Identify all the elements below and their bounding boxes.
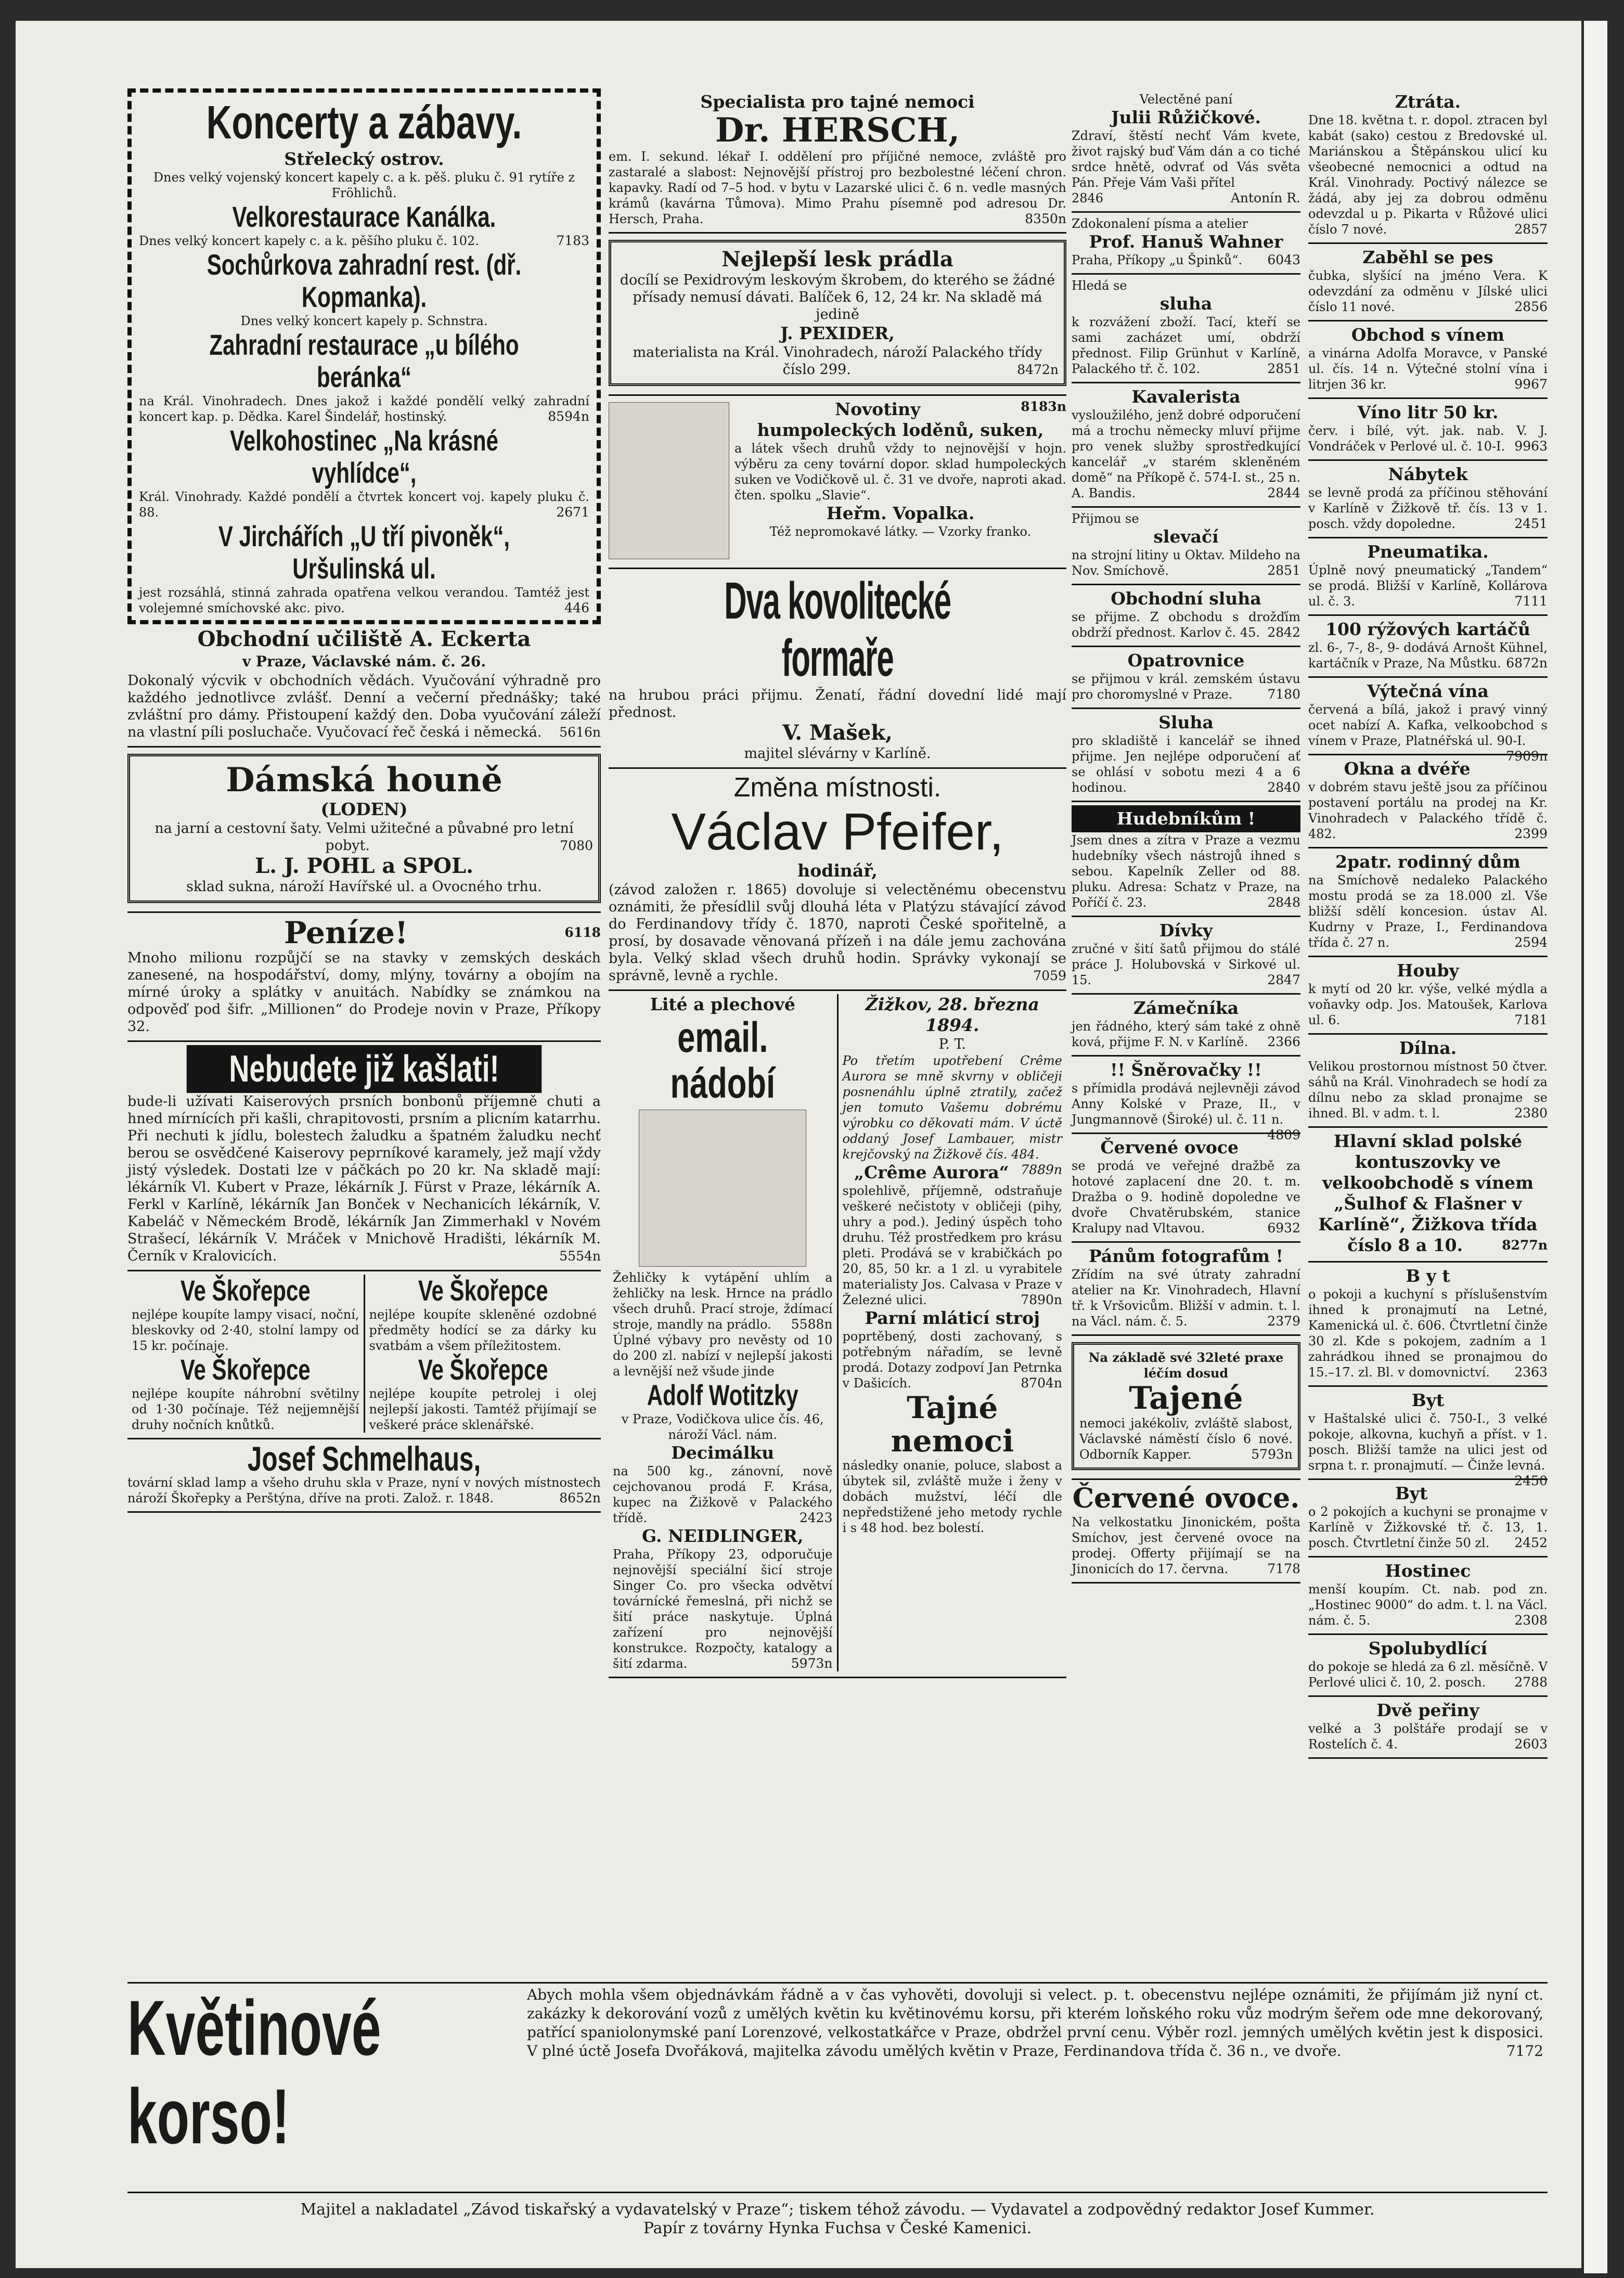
slevaci-head: Přijmou se xyxy=(1072,511,1139,526)
hostinec-title: Hostinec xyxy=(1385,1561,1471,1581)
lambauer-col xyxy=(839,994,1067,1671)
vino-ad xyxy=(1308,399,1548,461)
hostinec-num: 2308 xyxy=(1514,1613,1548,1628)
ovoce1-ad xyxy=(1072,1134,1300,1243)
lesk-num: 8472n xyxy=(1017,362,1059,377)
dum-text: na Smíchově nedaleko Palackého mostu prodá se za 18.000 zl. Vše bližší sdělí koncesion. ústav Al. Kudrny v Praze, I., Ferdinandova třída č. 27 n. xyxy=(1308,873,1548,950)
fotografum-num: 2379 xyxy=(1267,1314,1300,1329)
sluha2-num: 2840 xyxy=(1267,780,1300,795)
pfeifer-ad xyxy=(609,769,1066,991)
pfeifer-title: Václav Pfeifer, xyxy=(671,803,1004,861)
dilna-text: Velikou prostornou místnost 50 čtver. sáhů na Král. Vinohradech se hodí za dílnu nebo za sklad pronajme se ihned. Bl. v adm. t. l. xyxy=(1308,1059,1548,1121)
pneumatika-text: Úplně nový pneumatický „Tandem“ se prodá. Bližší v Karlíně, Kollárova ul. č. 3. xyxy=(1308,563,1548,609)
houne-ad xyxy=(127,748,601,913)
penize-text: Mnoho milionu rozpůjčí se na stavky v zemských deskách zanesené, na hospodářství, domy, mlýny, továrny a obojím na mírné úroky a splátky v anuitách. Nabídky se známkou na odpověď pod šifr. „Millionen“ do Prodeje novin v Praze, Příkopy 32. xyxy=(127,950,601,1035)
kaslati-num: 5554n xyxy=(559,1249,601,1264)
byt1-ad xyxy=(1308,1263,1548,1387)
decimalku-text: na 500 kg., zánovní, nově cejchovanou prodá F. Krása, kupec na Žižkově v Palackého třídě. xyxy=(613,1464,833,1525)
ztrata-ad xyxy=(1308,88,1548,244)
sukna-title: Novotiny xyxy=(834,399,921,419)
dilna-title: Dílna. xyxy=(1399,1038,1457,1058)
lesk-addr: materialista na Král. Vinohradech, nároží Palackého třídy číslo 299. xyxy=(633,344,1042,378)
neidlinger-title: G. NEIDLINGER, xyxy=(642,1526,804,1546)
sluha2-title: Sluha xyxy=(1158,712,1214,732)
juli-num: 2846 xyxy=(1072,191,1104,205)
skorepce-text-2: nejlépe koupíte skleněné ozdobné předměty hodící se za dárky ku svatbám a všem příležitostem. xyxy=(369,1307,597,1353)
byt3-num: 2452 xyxy=(1514,1535,1548,1550)
neidlinger-num: 5973n xyxy=(791,1656,833,1671)
column-2 xyxy=(609,88,1066,1678)
vino-num: 9963 xyxy=(1514,439,1548,454)
pneumatika-title: Pneumatika. xyxy=(1367,542,1489,562)
beranek-title: Zahradní restaurace „u bílého beránka“ xyxy=(209,328,519,393)
slevaci-ad xyxy=(1072,508,1300,585)
houby-ad xyxy=(1308,957,1548,1035)
sluha1-title: sluha xyxy=(1159,293,1213,314)
hostinec-text: menší koupím. Ct. nab. pod zn. „Hostinec 9000“ do adm. t. l. na Václ. nám. č. 5. xyxy=(1308,1582,1548,1628)
kavalerista-text: vysloužilého, jenž dobré odporučení má a trochu německy mluví přijme pro venek služby sprostředkující kancelář „v starém skleněném domě“ na Příkopě č. 574-I. st., 25 n. A. Bandis. xyxy=(1072,408,1300,500)
email-addr: v Praze, Vodičkova ulice čís. 46, nároží Václ. nám. xyxy=(621,1412,824,1442)
houne-firm: L. J. POHL a SPOL. xyxy=(254,854,474,878)
vino-title: Víno litr 50 kr. xyxy=(1357,402,1499,422)
pivonky-text: jest rozsáhlá, stinná zahrada opatřena velkou verandou. Tamtéž jest volejemné smíchovské akc. pivo. xyxy=(139,585,589,615)
penize-title: Peníze! xyxy=(283,915,408,950)
dilna-ad xyxy=(1308,1035,1548,1128)
vinem-text: a vinárna Adolfa Moravce, v Panské ul. čís. 14 n. Výtečné stolní vína i litrjen 36 kr. xyxy=(1308,346,1548,392)
obch-sluha-num: 2842 xyxy=(1267,625,1300,640)
sukna-text: a látek všech druhů vždy to nejnovější v hojn. výběru za ceny tovární dopor. sklad humpoleckých suken ve Vodičkově ul. č. 31 ve dvoře, naproti akad. čten. spolku „Slavie“. xyxy=(734,441,1066,503)
houby-num: 7181 xyxy=(1514,1012,1548,1027)
aurora-text: spolehlivě, příjemně, odstraňuje veškeré nečistoty v obličeji (pihy, uhry a pod.). Jediný úspěch toho druhu. Též prostředkem pro krásu pleti. Prodává se v krabičkách po 20, 85, 50 kr. a 1 zl. u vyrabitele materialisty Jos. Calvasa v Praze v Železné ulici. xyxy=(842,1183,1062,1307)
mlatici-text: poprtěbený, dosti zachovaný, s potřebným nářadím, se levně prodá. Dotazy zodpoví Jan Petrnka v Dašicích. xyxy=(842,1329,1062,1391)
decimalku-num: 2423 xyxy=(799,1510,833,1525)
mlatici-title: Parní mláticí stroj xyxy=(865,1308,1040,1328)
kaslati-text: bude-li užívati Kaiserových prsních bonbonů příjemně chuti a hned mírnících při kašli, chrapitovosti, prsním a plicním katarrhu. Při nechuti k jídlu, bolestech žaludku a špatném žaludku nechť berou se osvědčené Kaiserovy peprníkové karamely, jež mají vždy jistý výsledek. Dostati lze v páčkách po 20 kr. Na skladě mají: lékárník Vl. Kubert v Praze, lékárník J. Fürst v Praze, lékárník A. Ferkl v Karlíně, lékárník Jan Bonček v Nechanicích lékárník, V. Kabeláč v Německém Brodě, lékárník Jan Zimmerhakl v Novém Strašecí, lékárník V. Mráček v Mnichově Hradišti, lékárník M. Černík v Kralovicích. xyxy=(127,1093,601,1264)
skorepce-title-3: Ve Škořepce xyxy=(180,1353,311,1386)
nabytek-title: Nábytek xyxy=(1388,464,1468,484)
aurora-title: „Crême Aurora“ xyxy=(854,1162,1009,1182)
lambauer-head: Žižkov, 28. března 1894. xyxy=(865,994,1039,1035)
kartacu-title: 100 rýžových kartáčů xyxy=(1325,619,1530,639)
strelecky-title: Střelecký ostrov. xyxy=(284,149,444,169)
zamecnika-text: jen řádného, který sám také z ohně ková, přijme F. N. v Karlíně. xyxy=(1072,1019,1300,1049)
vytecna-text: červená a bílá, jakož i pravý vinný ocet nabízí A. Kafka, velkoobchod s vínem v Praze, Platnéřská ul. 90-I. xyxy=(1308,702,1548,748)
juli-head: Velectěné paní xyxy=(1139,92,1233,107)
kavalerista-ad xyxy=(1072,383,1300,508)
divky-text: zručné v šití šatů přijmou do stálé práce J. Holubovská v Sirkové ul. 15. xyxy=(1072,942,1300,987)
kaslati-ad xyxy=(127,1042,601,1271)
kopmanka-text: Dnes velký koncert kapely p. Schnstra. xyxy=(240,314,488,328)
formare-text: na hrubou práci přijmu. Ženatí, řádní dovední lidé mají přednost. xyxy=(609,687,1066,720)
byt1-num: 2363 xyxy=(1514,1365,1548,1380)
kartacu-text: zl. 6-, 7-, 8-, 9- dodává Arnošt Kühnel, kartáčník v Praze, Na Můstku. xyxy=(1308,640,1548,671)
email-num: 5588n xyxy=(791,1317,833,1332)
sluha2-ad xyxy=(1072,709,1300,802)
houne-text: na jarní a cestovní šaty. Velmi užitečné a půvabné pro letní pobyt. xyxy=(154,820,574,854)
perniny-text: velké a 3 polštáře prodají se v Rostelích č. 4. xyxy=(1308,1721,1548,1752)
page-edge xyxy=(1584,21,1607,2273)
kopmanka-title: Sochůrkova zahradní rest. (dř. Kopmanka). xyxy=(207,248,522,313)
strelecky-text: Dnes velký vojenský koncert kapely c. a k. pěš. pluku č. 91 rytíře z Fröhlichů. xyxy=(153,170,575,200)
kontuz-title: Hlavní sklad polské kontuszovky ve velkoobchodě s vínem „Šulhof & Flašner v Karlíně“, Žižkova třída číslo 8 a 10. xyxy=(1318,1131,1538,1255)
okna-num: 2399 xyxy=(1514,826,1548,841)
divky-ad xyxy=(1072,917,1300,995)
eckert-sub: v Praze, Václavské nám. č. 26. xyxy=(242,653,486,670)
lesk-ad xyxy=(609,234,1066,396)
kartacu-ad xyxy=(1308,616,1548,678)
vinem-num: 9967 xyxy=(1514,377,1548,392)
email-text: Žehličky k vytápění uhlím a žehličky na lesk. Hrnce na prádlo všech druhů. Prací stroje, ždímací stroje, mandly na prádlo. xyxy=(613,1270,833,1332)
hersch-text: em. I. sekund. lékař I. oddělení pro příjičné nemoce, zvláště pro zastaralé a slabost: Nejnovější přístroj pro bezbolestné léčení chron. kapavky. Radí od 7–5 hod. v bytu v Lazarské ulici č. 6 n. vedle masných krámů (kavárna Tůmova). Mimo Prahu písemně pod adresou Dr. Hersch, Praha. xyxy=(609,149,1066,226)
juli-sign: Antonín R. xyxy=(1230,190,1300,205)
snerovacky-num: 4809 xyxy=(1267,1127,1300,1142)
schmelhaus-title: Josef Schmelhaus, xyxy=(247,1439,481,1478)
byt1-title: B y t xyxy=(1406,1266,1450,1286)
houne-sub: (LODEN) xyxy=(320,799,408,819)
figure-illustration xyxy=(609,402,729,559)
zamecnika-ad xyxy=(1072,995,1300,1057)
hudebniku-num: 2848 xyxy=(1267,895,1300,910)
beranek-text: na Král. Vinohradech. Dnes jakož i každé pondělí velký zahradní koncert kap. p. Dědka. Karel Šindelář, hostinský. xyxy=(139,394,589,424)
byt2-text: v Haštalské ulici č. 750-I., 3 velké pokoje, alkovna, kuchyň a příst. v 1. posch. Bližší tamže na ulici jest od srpna t. r. pronajmutí. — Činže levná. xyxy=(1308,1411,1548,1473)
okna-title: Okna a dvéře xyxy=(1344,758,1471,779)
fotografum-text: Zřídím na své útraty zahradní atelier na Kr. Vinohradech, Hlavní tř. k Vršovicům. Bližší v admin. t. l. na Václ. nám. č. 5. xyxy=(1072,1267,1300,1329)
kaslati-title: Nebudete již kašlati! xyxy=(187,1045,542,1093)
ovoce2-text: Na velkostatku Jinonickém, pošta Smíchov, jest červené ovoce na prodej. Offerty přijímají se na Jinonicích do 17. června. xyxy=(1072,1515,1300,1576)
lambauer-pt: P. T. xyxy=(938,1036,966,1052)
spolubydlici-title: Spolubydlící xyxy=(1368,1638,1488,1658)
kavalerista-title: Kavalerista xyxy=(1131,387,1241,407)
vytecna-num: 7909n xyxy=(1506,749,1548,764)
lesk-firm: J. PEXIDER, xyxy=(780,323,895,343)
email-ad xyxy=(609,994,839,1671)
neidlinger-text: Praha, Příkopy 23, odporučuje nejnovější speciální šicí stroje Singer Co. pro všecka odvětví továrnícké řemeslná, při nichž se šití práce naskytuje. Úplná zařízení pro nejnovější konstrukce. Rozpočty, katalogy a šití zdarma. xyxy=(613,1547,833,1671)
mlatici-num: 8704n xyxy=(1021,1375,1062,1391)
houne-title: Dámská houně xyxy=(226,761,502,800)
perniny-title: Dvě peřiny xyxy=(1376,1700,1479,1720)
column-3 xyxy=(1072,88,1300,1584)
byt2-num: 2450 xyxy=(1514,1473,1548,1488)
sluha1-text: k rozvážení zboží. Tací, kteří se sami zacházet umí, obdrží přednost. Filip Grünhut v Karlíně, Palackého tř. č. 102. xyxy=(1072,315,1300,376)
tajne-text: následky onanie, poluce, slabost a úbytek sil, zvláště muže i ženy v dobách mužství, léčí dle nepředstižené jeho metody rychle i s 48 hod. bez bolestí. xyxy=(842,1458,1062,1535)
lambauer-num: 7889n xyxy=(1021,1162,1062,1177)
byt3-ad xyxy=(1308,1480,1548,1558)
dilna-num: 2380 xyxy=(1514,1105,1548,1121)
kartacu-num: 6872n xyxy=(1506,655,1548,671)
hersch-title1: Specialista pro tajné nemoci xyxy=(700,92,975,112)
slevaci-num: 2851 xyxy=(1267,563,1300,578)
column-1 xyxy=(127,88,601,1513)
ovoce1-num: 6932 xyxy=(1267,1220,1300,1235)
email-title: email. nádobí xyxy=(670,1014,776,1107)
pfeifer-num: 7059 xyxy=(1033,968,1066,983)
formare-title: Dva kovolitecké formaře xyxy=(724,572,951,687)
email-head: Lité a plechové xyxy=(650,994,795,1014)
korso-num: 7172 xyxy=(1506,2042,1543,2060)
divky-title: Dívky xyxy=(1159,920,1213,941)
hersch-num: 8350n xyxy=(1025,211,1066,226)
kanalka-title: Velkorestaurace Kanálka. xyxy=(232,200,496,233)
juli-title: Julii Růžičkové. xyxy=(1111,107,1261,127)
sukna-foot: Též nepromokavé látky. — Vzorky franko. xyxy=(769,524,1032,539)
obch-sluha-ad xyxy=(1072,585,1300,647)
wahner-head: Zdokonalení písma a atelier xyxy=(1072,216,1248,231)
sluha1-num: 2851 xyxy=(1267,361,1300,376)
pes-ad xyxy=(1308,244,1548,321)
iron-illustration xyxy=(639,1110,806,1267)
tajene-head: Na základě své 32leté praxe léčím dosud xyxy=(1088,1350,1284,1381)
perniny-ad xyxy=(1308,1697,1548,1759)
kontuz-num: 8277n xyxy=(1502,1238,1548,1253)
slevaci-title: slevačí xyxy=(1153,526,1219,547)
imprint-line-1: Majitel a nakladatel „Závod tiskařský a vydavatelský v Praze“; tiskem téhož závodu. — Vydavatel a zodpovědný redaktor Josef Kummer. xyxy=(300,2200,1375,2219)
schmelhaus-text: tovární sklad lamp a všeho druhu skla v Praze, nyní v nových místnostech nároží Škořepky a Perštýna, dříve na proti. Založ. r. 1848. xyxy=(127,1475,601,1505)
pivonky-num: 446 xyxy=(564,600,589,615)
ovoce1-text: se prodá ve veřejné dražbě za hotové zaplacení dne 20. t. m. Dražba o 9. hodině dopoledne ve dvoře Chvatěrubském, stanice Kralupy nad Vltavou. xyxy=(1072,1159,1300,1235)
beranek-num: 8594n xyxy=(548,409,589,424)
opatrovnice-ad xyxy=(1072,647,1300,709)
wahner-ad xyxy=(1072,213,1300,275)
fotografum-ad xyxy=(1072,1243,1300,1336)
pfeifer-sub: hodinář, xyxy=(797,860,878,881)
kavalerista-num: 2844 xyxy=(1267,485,1300,500)
kanalka-num: 7183 xyxy=(556,233,589,248)
pneumatika-num: 7111 xyxy=(1514,594,1548,609)
column-4 xyxy=(1308,88,1548,1759)
eckert-ad xyxy=(127,624,601,748)
byt3-title: Byt xyxy=(1395,1483,1428,1503)
formare-ad xyxy=(609,569,1066,769)
snerovacky-text: s přímidla prodává nejlevněji závod Anny Kolské v Praze, II., v Jungmannově (Široké) ul. č. 11 n. xyxy=(1072,1081,1300,1127)
spolubydlici-num: 2788 xyxy=(1514,1675,1548,1690)
sukna-num: 8183n xyxy=(1021,399,1066,414)
schmelhaus-num: 8652n xyxy=(559,1490,601,1505)
skorepce-text-3: nejlépe koupíte náhrobní světilny od 1·30 počínaje. Též nejjemnější druhy nočních knůtků. xyxy=(132,1386,359,1432)
lambauer-text: Po třetím upotřebení Crême Aurora se mně skvrny v obličeji posnenáhlu úplně ztratily, začež jen tomuto Vašemu dobrému výrobku co děkovati mám. V úctě oddaný Josef Lambauer, mistr krejčovský na Žižkově čís. 484. xyxy=(842,1053,1062,1162)
formare-addr: majitel slévárny v Karlíně. xyxy=(744,745,931,762)
kontuz-ad xyxy=(1308,1128,1548,1263)
skorepce-title-4: Ve Škořepce xyxy=(418,1353,548,1386)
vytecna-ad xyxy=(1308,678,1548,764)
skorepce-text-1: nejlépe koupíte lampy visací, noční, bleskovky od 2·40, stolní lampy od 15 kr. počínaje. xyxy=(132,1307,359,1353)
vyhlidka-num: 2671 xyxy=(556,505,589,520)
lesk-text: docílí se Pexidrovým leskovým škrobem, do kterého se žádné přísady nemusí dávati. Balíček 6, 12, 24 kr. Na skladě má jedině xyxy=(620,272,1055,323)
eckert-title: Obchodní učiliště A. Eckerta xyxy=(197,627,531,651)
email-firm: Adolf Wotitzky xyxy=(647,1379,798,1411)
pes-title: Zaběhl se pes xyxy=(1362,247,1493,267)
skorepce-text-4: nejlépe koupíte petrolej i olej nejlepší jakosti. Tamtéž přijímají se veškeré práce sklenářské. xyxy=(369,1386,597,1432)
houne-num: 7080 xyxy=(560,838,593,853)
juli-ad xyxy=(1072,88,1300,213)
hudebniku-ad xyxy=(1072,802,1300,917)
slevaci-text: na strojní litiny u Oktav. Mildeho na Nov. Smíchově. xyxy=(1072,548,1300,578)
sukna-ad xyxy=(609,396,1066,569)
sluha1-ad xyxy=(1072,275,1300,383)
pivonky-title: V Jirchářích „U tří pivoněk“, Uršulinská ul. xyxy=(218,520,510,585)
dum-title: 2patr. rodinný dům xyxy=(1335,852,1520,872)
skorepce-title-2: Ve Škořepce xyxy=(418,1274,548,1307)
okna-ad xyxy=(1308,755,1548,848)
tajene-ad xyxy=(1072,1336,1300,1480)
obch-sluha-text: se přijme. Z obchodu s drožďím obdrží přednost. Karlov č. 45. xyxy=(1072,610,1300,640)
col2-lower xyxy=(609,991,1066,1678)
penize-num: 6118 xyxy=(564,925,601,940)
sukna-firm: Heřm. Vopalka. xyxy=(826,503,975,523)
schmelhaus-ad xyxy=(127,1439,601,1513)
ovoce1-title: Červené ovoce xyxy=(1100,1137,1239,1157)
perniny-num: 2603 xyxy=(1514,1736,1548,1752)
skorepce-title-1: Ve Škořepce xyxy=(180,1274,311,1307)
opatrovnice-num: 7180 xyxy=(1267,687,1300,702)
email-text2: Úplné výbavy pro nevěsty od 10 do 200 zl. nabízí v nejlepší jakosti a levnější než všude jinde xyxy=(613,1333,833,1379)
vyhlidka-text: Král. Vinohrady. Každé pondělí a čtvrtek koncert voj. kapely pluku č. 88. xyxy=(139,490,589,520)
wahner-num: 6043 xyxy=(1267,252,1300,267)
divky-num: 2847 xyxy=(1267,972,1300,987)
tajene-title: Tajené xyxy=(1129,1380,1243,1417)
vyhlidka-title: Velkohostinec „Na krásné vyhlídce“, xyxy=(230,424,498,489)
byt2-ad xyxy=(1308,1387,1548,1488)
pneumatika-ad xyxy=(1308,538,1548,616)
spolubydlici-text: do pokoje se hledá za 6 zl. měsíčně. V Perlové ulici č. 10, 2. posch. xyxy=(1308,1659,1548,1690)
vinem-ad xyxy=(1308,321,1548,399)
wahner-title: Prof. Hanuš Wahner xyxy=(1089,231,1283,252)
vinem-title: Obchod s vínem xyxy=(1351,325,1505,345)
koncerty-title: Koncerty a zábavy. xyxy=(206,97,522,149)
eckert-num: 5616n xyxy=(559,725,601,740)
hersch-title2: Dr. HERSCH, xyxy=(715,111,960,150)
snerovacky-ad xyxy=(1072,1057,1300,1142)
zamecnika-num: 2366 xyxy=(1267,1034,1300,1049)
penize-ad xyxy=(127,913,601,1042)
houby-title: Houby xyxy=(1397,960,1459,981)
okna-text: v dobrém stavu ještě jsou za příčinou postavení portálu na prodej na Kr. Vinohradech v Palackého třídě č. 482. xyxy=(1308,780,1548,841)
skorepce-grid xyxy=(127,1271,601,1439)
vytecna-title: Výtečná vína xyxy=(1367,681,1489,701)
pfeifer-head: Změna místnosti. xyxy=(733,773,942,803)
sluha1-head: Hledá se xyxy=(1072,278,1127,293)
hudebniku-title: Hudebníkům ! xyxy=(1072,805,1300,832)
korso-ad xyxy=(127,1982,1548,2193)
tajne-title: Tajné nemoci xyxy=(891,1390,1014,1459)
pes-text: čubka, slyšící na jméno Vera. K odevzdání za odměnu v Jílské ulici číslo 11 nové. xyxy=(1308,268,1548,314)
tajene-text: nemoci jakékoliv, zvláště slabost, Václavské náměstí číslo 6 nové. Odborník Kapper. xyxy=(1079,1416,1293,1462)
opatrovnice-title: Opatrovnice xyxy=(1127,650,1245,671)
ztrata-text: Dne 18. května t. r. dopol. ztracen byl kabát (sako) cestou z Bredovské ul. Mariánskou a Štěpánskou ulicí ku všeobecné nemocnici a odtud na Král. Vinohrady. Poctivý nálezce se žádá, aby jej za dobrou odměnu odevzdal u p. Pikarta v Růžové ulici číslo 7 nové. xyxy=(1308,113,1548,237)
byt1-text: o pokoji a kuchyní s příslušenstvím ihned k pronajmutí na Letné, Kamenická ul. č. 606. Čtvrtletní činže 30 zl. Kde s pokojem, zadním a 1 zahrádkou ihned se pronajmou do 15.–17. zl. Bl. v domovnictví. xyxy=(1308,1287,1548,1380)
hudebniku-text: Jsem dnes a zítra v Praze a vezmu hudebníky všech nástrojů ihned s sebou. Kapelník Zeller od 88. pluku. Adresa: Schatz v Praze, na Poříčí č. 23. xyxy=(1072,833,1300,910)
sluha2-text: pro skladiště i kancelář se ihned přijme. Jen nejlépe odporučení ať se ohlásí v sobotu mezi 4 a 6 hodinou. xyxy=(1072,733,1300,795)
hersch-ad xyxy=(609,88,1066,234)
opatrovnice-text: se přijmou v král. zemském ústavu pro choromyslné v Praze. xyxy=(1072,672,1300,702)
kanalka-text: Dnes velký koncert kapely c. a k. pěšího pluku č. 102. xyxy=(139,234,479,248)
dum-num: 2594 xyxy=(1514,935,1548,950)
pfeifer-text: (závod založen r. 1865) dovoluje si velectěnému obecenstvu oznámiti, že přesídlil svůj dlouhá léta v Platýzu stávající závod do Ferdinandovy třídy č. 1870, naproti České spořitelně, a prosí, by dosavade věnovaná přízeň i na dále jemu zachována byla. Velký sklad všech druhů hodin. Správky vykonají se správně, levně a rychle. xyxy=(609,882,1066,984)
houby-text: k mytí od 20 kr. výše, velké mýdla a voňavky odp. Jos. Matoušek, Karlova ul. 6. xyxy=(1308,982,1548,1027)
sukna-title2: humpoleckých loděnů, suken, xyxy=(757,420,1044,440)
imprint-footer xyxy=(127,2200,1548,2238)
zamecnika-title: Zámečníka xyxy=(1133,998,1239,1018)
nabytek-num: 2451 xyxy=(1514,516,1548,531)
ovoce2-num: 7178 xyxy=(1267,1561,1300,1576)
hostinec-ad xyxy=(1308,1558,1548,1635)
nabytek-ad xyxy=(1308,461,1548,538)
ovoce2-ad xyxy=(1072,1480,1300,1584)
dum-ad xyxy=(1308,848,1548,957)
eckert-text: Dokonalý výcvik v obchodních vědách. Vyučování výhradně pro každého jednotlivce zvlášť. Denní a večerní přednášky; také zvláštní pro dámy. Přistoupení každý den. Doba vyučování záleží na vlastní píli posluchače. Vyučovací řeč česká i německá. xyxy=(127,673,601,740)
vino-text: červ. i bílé, výt. jak. nab. V. J. Vondráček v Perlové ul. č. 10-I. xyxy=(1308,423,1548,454)
korso-title: Květinové korso! xyxy=(127,1984,381,2160)
snerovacky-title: !! Šněrovačky !! xyxy=(1110,1060,1262,1080)
tajene-num: 5793n xyxy=(1251,1447,1293,1462)
koncerty-box xyxy=(127,88,601,624)
lesk-title: Nejlepší lesk prádla xyxy=(721,247,953,272)
houne-addr: sklad sukna, nároží Havířské ul. a Ovocného trhu. xyxy=(186,879,542,895)
pes-num: 2856 xyxy=(1514,299,1548,314)
byt2-title: Byt xyxy=(1411,1390,1445,1410)
decimalku-title: Decimálku xyxy=(671,1443,775,1463)
spolubydlici-ad xyxy=(1308,1635,1548,1697)
aurora-num: 7890n xyxy=(1021,1292,1062,1307)
nabytek-text: se levně prodá za příčinou stěhování v Karlíně v Žižkově tř. čís. 13 v 1. posch. vždy dopoledne. xyxy=(1308,485,1548,531)
wahner-text: Praha, Příkopy „u Špinků“. xyxy=(1072,253,1243,267)
obch-sluha-title: Obchodní sluha xyxy=(1111,588,1261,609)
imprint-line-2: Papír z továrny Hynka Fuchsa v České Kamenici. xyxy=(643,2219,1032,2237)
fotografum-title: Pánům fotografům ! xyxy=(1088,1246,1284,1266)
formare-firm: V. Mašek, xyxy=(782,720,893,745)
juli-text: Zdraví, štěstí nechť Vám kvete, život rajský buď Vám dán a co tiché srdce hnětě, odvrať od Vás světa Pán. Přeje Vám Vaši přítel xyxy=(1072,128,1300,190)
ztrata-num: 2857 xyxy=(1514,222,1548,237)
ovoce2-title: Červené ovoce. xyxy=(1072,1483,1300,1514)
ztrata-title: Ztráta. xyxy=(1395,92,1461,112)
byt3-text: o 2 pokojích a kuchyni se pronajme v Karlíně v Žižkovské tř. č. 13, 1. posch. Čtvrtletní činže 50 zl. xyxy=(1308,1504,1548,1550)
korso-text: Abych mohla všem objednávkám řádně a v čas vyhověti, dovoluji si velect. p. t. obecenstvu nejlépe oznámiti, že přijímám již nyní ct. zakázky k dekorování vozů z umělých květin ku květinovému korsu, při kterém loňského roku vůz modrým šeřem ode mne dekorovaný, patřící spaniolonymské paní Lorenzové, velkostatkářce v Praze, obdržel první cenu. Výběr rozl. jemných umělých květin jest k disposici. V plné úctě Josefa Dvořáková, majitelka závodu umělých květin v Praze, Ferdinandova třída č. 36 n., ve dvoře. xyxy=(527,1986,1543,2060)
